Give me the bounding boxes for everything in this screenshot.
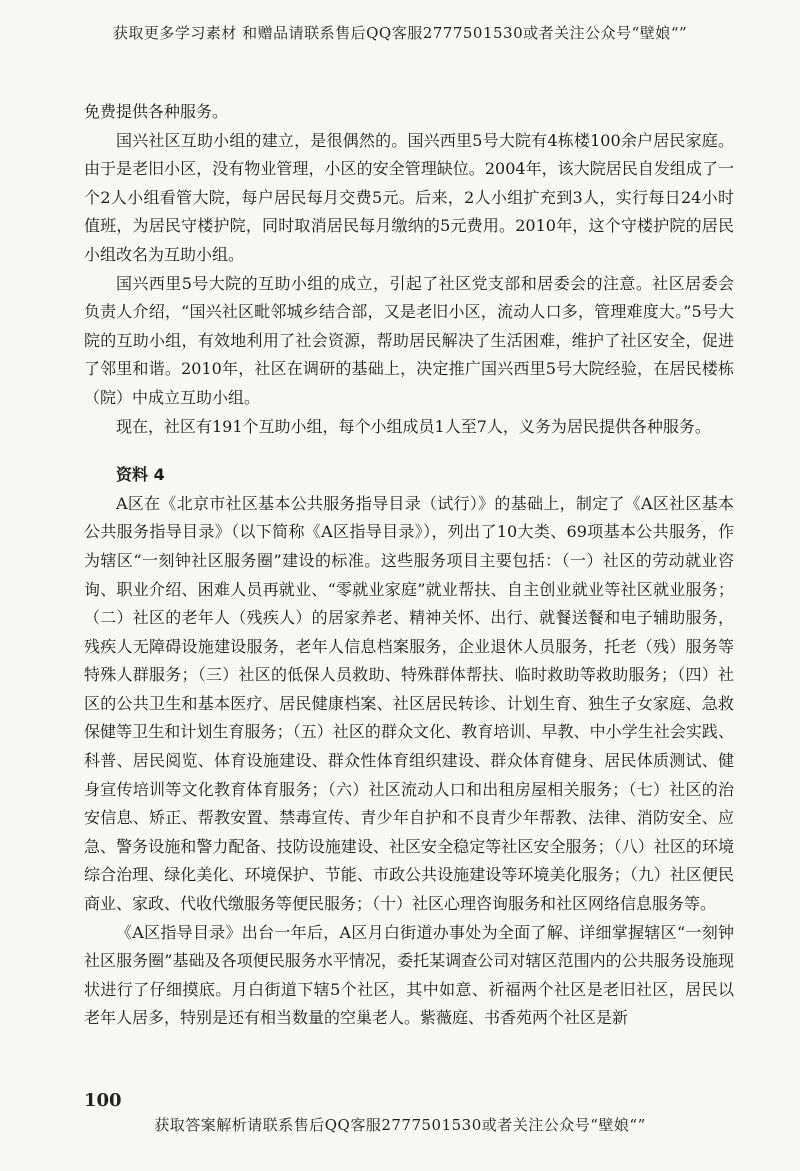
section-title: 资料 4: [116, 465, 165, 485]
document-body: [84, 98, 734, 1033]
paragraph-mutual-aid-current: 现在，社区有191个互助小组，每个小组成员1人至7人，义务为居民提供各种服务。: [116, 416, 711, 436]
paragraph-service-directory: A区在《北京市社区基本公共服务指导目录（试行）》的基础上，制定了《A区社区基本公共服务指导目录》（以下简称《A区指导目录》），列出了10大类、69项基本公共服务，作为辖区“一刻钟社区服务圈”建设的标准。这些服务项目主要包括：（一）社区的劳动就业咨询、职业介绍、困难人员再就业、“零就业家庭”就业帮扶、自主创业就业等社区就业服务；（二）社区的老年人（残疾人）的居家养老、精神关怀、出行、就餐送餐和电子辅助服务，残疾人无障碍设施建设服务，老年人信息档案服务，企业退休人员服务，托老（残）服务等特殊人群服务；（三）社区的低保人员救助、特殊群体帮扶、临时救助等救助服务；（四）社区的公共卫生和基本医疗、居民健康档案、社区居民转诊、计划生育、独生子女家庭、急救保健等卫生和计划生育服务；（五）社区的群众文化、教育培训、早教、中小学生社会实践、科普、居民阅览、体育设施建设、群众性体育组织建设、群众体育健身、居民体质测试、健身宣传培训等文化教育体育服务；（六）社区流动人口和出租房屋相关服务；（七）社区的治安信息、矫正、帮教安置、禁毒宣传、青少年自护和不良青少年帮教、法律、消防安全、应急、警务设施和警力配备、技防设施建设、社区安全稳定等社区安全服务；（八）社区的环境综合治理、绿化美化、环境保护、节能、市政公共设施建设等环境美化服务；（九）社区便民商业、家政、代收代缴服务等便民服务；（十）社区心理咨询服务和社区网络信息服务等。: [84, 493, 734, 914]
section-gap: [84, 441, 734, 461]
paragraph-mutual-aid-promotion: 国兴西里5号大院的互助小组的成立，引起了社区党支部和居委会的注意。社区居委会负责人介绍，“国兴社区毗邻城乡结合部，又是老旧小区，流动人口多，管理难度大。”5号大院的互助小组，有效地利用了社会资源，帮助居民解决了生活困难，维护了社区安全，促进了邻里和谐。2010年，社区在调研的基础上，决定推广国兴西里5号大院经验，在居民楼栋（院）中成立互助小组。: [84, 273, 734, 407]
paragraph-mutual-aid-origin: 国兴社区互助小组的建立，是很偶然的。国兴西里5号大院有4栋楼100余户居民家庭。由于是老旧小区，没有物业管理，小区的安全管理缺位。2004年，该大院居民自发组成了一个2人小组看管大院，每户居民每月交费5元。后来，2人小组扩充到3人，实行每日24小时值班，为居民守楼护院，同时取消居民每月缴纳的5元费用。2010年，这个守楼护院的居民小组改名为互助小组。: [84, 130, 734, 264]
page-footer-notice: 获取答案解析请联系售后QQ客服2777501530或者关注公众号“壁娘“”: [154, 1116, 646, 1134]
paragraph-yuebai-survey: 《A区指导目录》出台一年后，A区月白街道办事处为全面了解、详细掌握辖区“一刻钟社区服务圈”基础及各项便民服务水平情况，委托某调查公司对辖区范围内的公共服务设施现状进行了仔细摸底。月白街道下辖5个社区，其中如意、祈福两个社区是老旧社区，居民以老年人居多，特别是还有相当数量的空巢老人。紫薇庭、书香苑两个社区是新: [84, 922, 734, 1028]
page-header-notice: 获取更多学习素材 和赠品请联系售后QQ客服2777501530或者关注公众号“壁娘“”: [112, 24, 688, 42]
paragraph-continuation: 免费提供各种服务。: [84, 102, 229, 121]
page-number: 100: [84, 1090, 122, 1111]
